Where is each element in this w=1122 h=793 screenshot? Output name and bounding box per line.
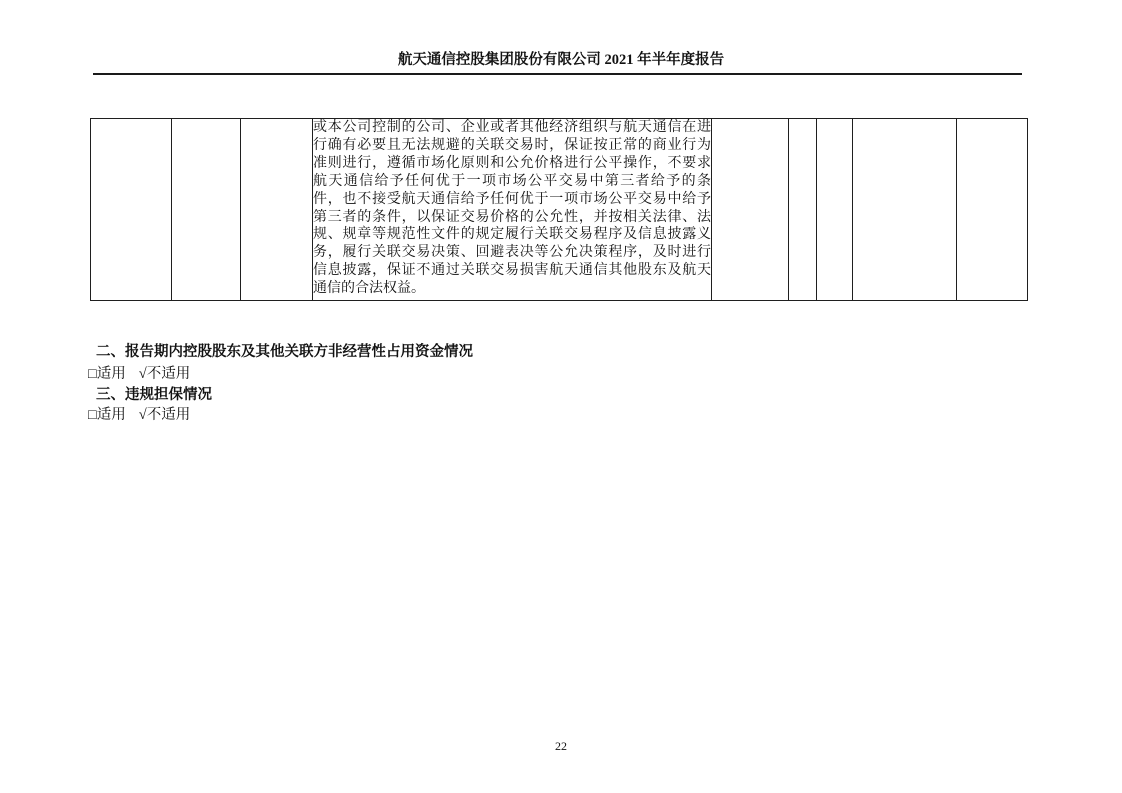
- commitment-text-line: 务，履行关联交易决策、回避表决等公允决策程序，及时进行: [313, 245, 711, 261]
- page-number: 22: [555, 739, 567, 753]
- table-cell-col9-empty: [957, 119, 1028, 301]
- commitment-text-line: 通信的合法权益。: [313, 281, 425, 297]
- commitment-text-line: 信息披露，保证不通过关联交易损害航天通信其他股东及航天: [313, 263, 711, 279]
- commitment-text-line: 行确有必要且无法规避的关联交易时，保证按正常的商业行为: [313, 137, 711, 153]
- commitment-content-cell: [313, 119, 712, 301]
- table-cell-col5-empty: [712, 119, 789, 301]
- checkbox-applicable-unchecked: □适用: [88, 407, 126, 423]
- table-cell-col2-empty: [172, 119, 241, 301]
- checkmark-not-applicable: √不适用: [138, 407, 191, 423]
- applicability-line-funds-occupation: [88, 365, 190, 383]
- table-row: [91, 119, 1028, 301]
- commitment-text-line: 航天通信给予任何优于一项市场公平交易中第三者给予的条: [313, 173, 711, 189]
- page-header-title: 航天通信控股集团股份有限公司 2021 年半年度报告: [397, 52, 725, 68]
- commitment-text-line: 规、规章等规范性文件的规定履行关联交易程序及信息披露义: [313, 227, 711, 243]
- commitment-text-line: 第三者的条件，以保证交易价格的公允性，并按相关法律、法: [313, 209, 711, 225]
- section-heading-funds-occupation: 二、报告期内控股股东及其他关联方非经营性占用资金情况: [96, 344, 473, 360]
- header-rule: [93, 73, 1022, 75]
- commitment-text-line: 准则进行，遵循市场化原则和公允价格进行公平操作，不要求: [313, 155, 711, 171]
- table-cell-col6-empty: [789, 119, 817, 301]
- table-cell-col7-empty: [817, 119, 853, 301]
- table-cell-col1-empty: [91, 119, 172, 301]
- table-cell-col8-empty: [853, 119, 957, 301]
- section-heading-illegal-guarantee: 三、违规担保情况: [96, 387, 212, 403]
- checkbox-applicable-unchecked: □适用: [88, 366, 126, 382]
- commitment-text-line: 或本公司控制的公司、企业或者其他经济组织与航天通信在进: [313, 120, 711, 135]
- checkmark-not-applicable: √不适用: [138, 366, 191, 382]
- applicability-line-illegal-guarantee: [88, 406, 190, 424]
- table-cell-col3-empty: [241, 119, 313, 301]
- commitment-table: [90, 118, 1028, 301]
- commitment-text-line: 件，也不接受航天通信给予任何优于一项市场公平交易中给予: [313, 191, 711, 207]
